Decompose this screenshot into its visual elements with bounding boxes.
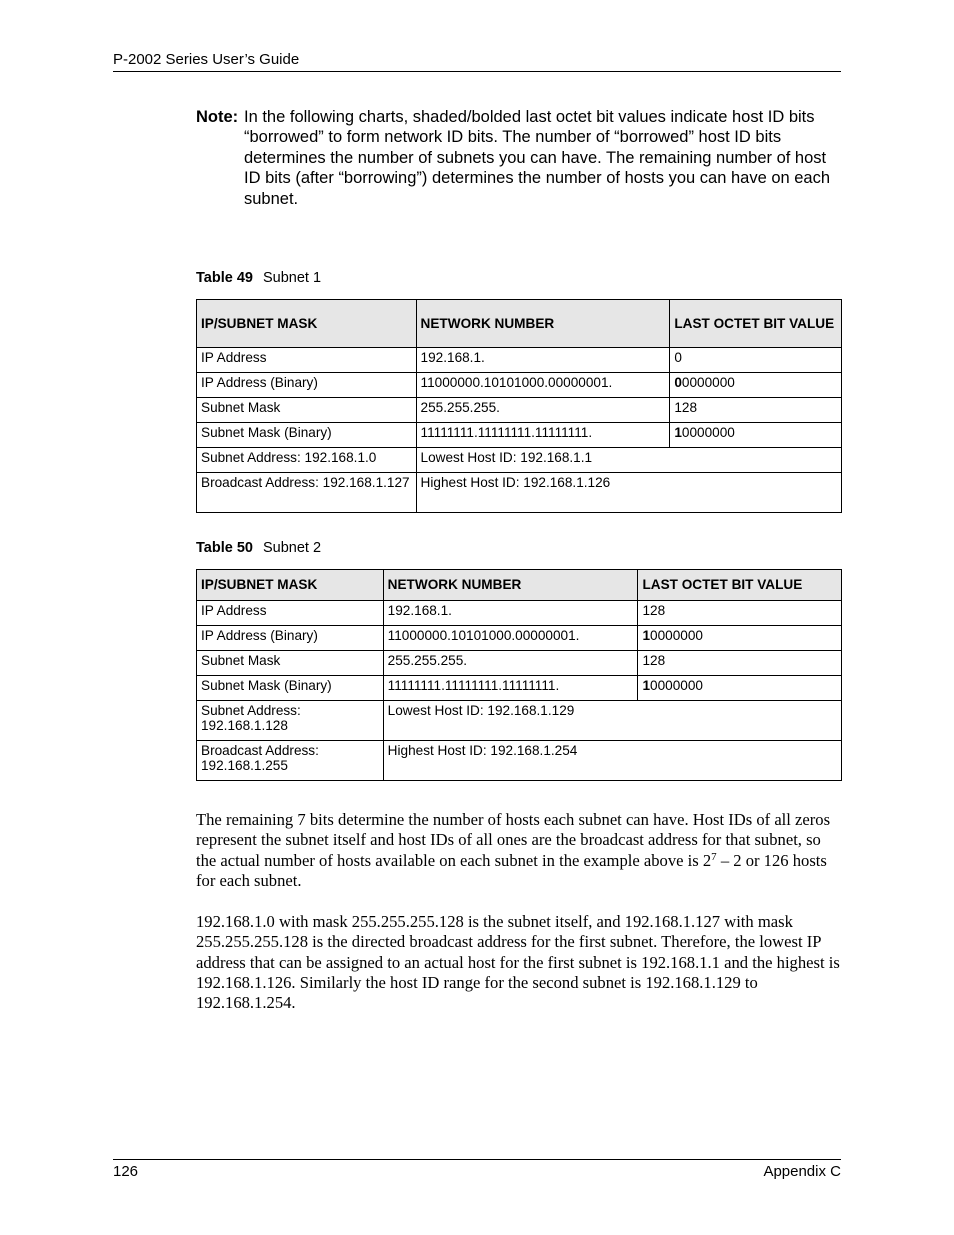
note-block [196,107,842,209]
page-number: 126 [113,1163,139,1180]
hosts-paragraph-end: – 2 or 126 hosts for each subnet. [196,850,827,890]
table-49-label: Table 49 [196,270,253,286]
table-cell [638,601,842,626]
table-cell: Subnet Mask [197,651,384,676]
bit-value: 0000000 [681,425,735,440]
column-header: LAST OCTET BIT VALUE [670,300,842,348]
table-cell [638,651,842,676]
table-cell: Subnet Address: 192.168.1.0 [197,448,417,473]
exponent: 7 [711,850,717,863]
table-cell: Highest Host ID: 192.168.1.126 [416,473,841,513]
table-49-caption [196,270,321,286]
column-header: IP/SUBNET MASK [197,570,384,601]
hosts-paragraph [196,810,842,891]
borrowed-bit: 1 [642,678,651,693]
table-row [197,448,842,473]
table-row [197,701,842,741]
borrowed-bit: 1 [642,628,651,643]
table-row [197,373,842,398]
table-row [197,651,842,676]
table-row [197,423,842,448]
subnet-1-table [196,299,842,513]
table-cell: Subnet Address: 192.168.1.128 [197,701,384,741]
table-cell: Broadcast Address: 192.168.1.255 [197,741,384,781]
table-50-title: Subnet 2 [262,540,322,556]
table-row [197,741,842,781]
table-cell [670,398,842,423]
table-row [197,601,842,626]
table-cell: 11111111.11111111.11111111. [416,423,670,448]
table-cell [670,423,842,448]
table-cell: 11000000.10101000.00000001. [416,373,670,398]
subnet-2-table [196,569,842,781]
table-50-caption [196,540,321,556]
bit-value: 128 [674,400,698,415]
table-cell: 11111111.11111111.11111111. [383,676,638,701]
header-title: P-2002 Series User’s Guide [113,51,300,68]
table-cell [670,373,842,398]
bit-value: 128 [642,653,666,668]
table-row [197,473,842,513]
bit-value: 128 [642,603,666,618]
table-row [197,626,842,651]
column-header: NETWORK NUMBER [383,570,638,601]
borrowed-bit: 0 [674,375,682,390]
table-header-row [197,300,842,348]
hosts-paragraph-text: The remaining 7 bits determine the number of hosts each subnet can have. Host IDs of all zeros represent the subnet itself and host IDs of all ones are the broadcast address for that subnet, so the actual number of hosts available on each subnet in the example above is 2 [196,810,831,870]
table-cell: Subnet Mask [197,398,417,423]
table-row [197,676,842,701]
table-cell: IP Address (Binary) [197,626,384,651]
table-cell: Broadcast Address: 192.168.1.127 [197,473,417,513]
table-cell: 192.168.1. [383,601,638,626]
borrowed-bit: 1 [674,425,682,440]
table-cell: Subnet Mask (Binary) [197,423,417,448]
table-cell: 255.255.255. [383,651,638,676]
table-cell: 192.168.1. [416,348,670,373]
bit-value: 0000000 [650,678,703,693]
table-cell: IP Address [197,348,417,373]
table-cell: IP Address (Binary) [197,373,417,398]
table-cell [638,626,842,651]
table-cell: Highest Host ID: 192.168.1.254 [383,741,841,781]
table-49-title: Subnet 1 [262,270,322,286]
bit-value: 0000000 [650,628,703,643]
bit-value: 0000000 [681,375,735,390]
column-header: IP/SUBNET MASK [197,300,417,348]
table-header-row [197,570,842,601]
page-header [113,51,841,72]
table-row [197,348,842,373]
page-footer [113,1159,841,1180]
table-50-label: Table 50 [196,540,253,556]
table-cell: 11000000.10101000.00000001. [383,626,638,651]
column-header: NETWORK NUMBER [416,300,670,348]
table-cell: IP Address [197,601,384,626]
table-cell: 255.255.255. [416,398,670,423]
footer-section: Appendix C [763,1163,841,1180]
table-cell [638,676,842,701]
note-label: Note: [196,108,239,126]
table-cell [670,348,842,373]
table-cell: Subnet Mask (Binary) [197,676,384,701]
table-row [197,398,842,423]
column-header: LAST OCTET BIT VALUE [638,570,842,601]
note-text: In the following charts, shaded/bolded last octet bit values indicate host ID bits “borrowed” to form network ID bits. The number of “borrowed” host ID bits determines the number of subnets you can have. The remaining number of host ID bits (after “borrowing”) determines the number of hosts you can have on each subnet. [244,108,831,208]
bit-value: 0 [674,350,682,365]
subnet-range-paragraph: 192.168.1.0 with mask 255.255.255.128 is the subnet itself, and 192.168.1.127 with mask 255.255.255.128 is the directed broadcast address for the first subnet. Therefore, the lowest IP address that can be assigned to an actual host for the first subnet is 192.168.1.1 and the highest is 192.168.1.126. Similarly the host ID range for the second subnet is 192.168.1.129 to 192.168.1.254. [196,912,840,1013]
table-cell: Lowest Host ID: 192.168.1.1 [416,448,841,473]
table-cell: Lowest Host ID: 192.168.1.129 [383,701,841,741]
